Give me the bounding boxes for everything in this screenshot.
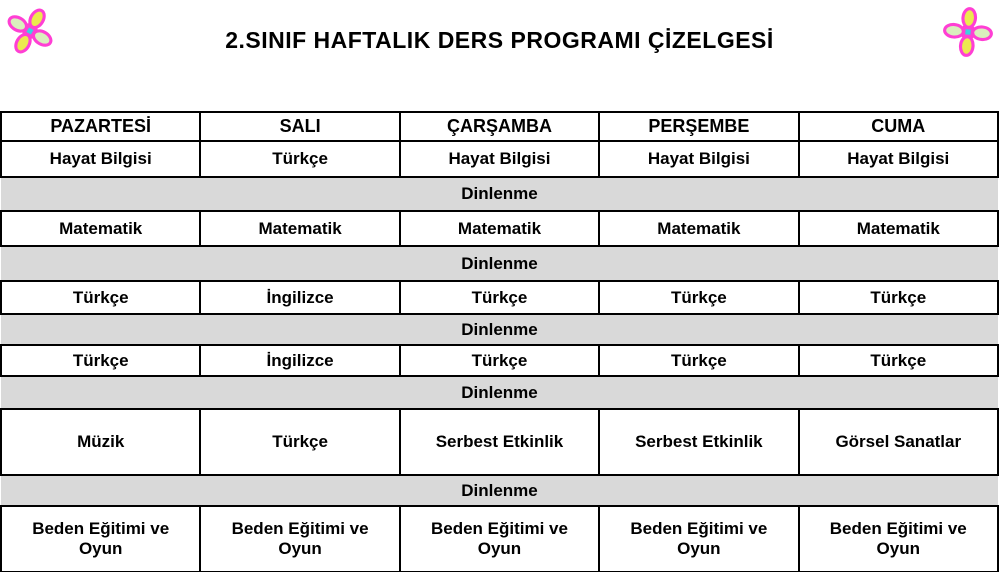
break-row — [1, 314, 998, 345]
lesson-cell: Matematik — [599, 211, 798, 246]
lesson-cell — [799, 506, 998, 572]
lesson-label: Beden Eğitimi ve Oyun — [630, 518, 768, 558]
day-header-sali: SALI — [200, 112, 399, 141]
schedule-table — [0, 111, 999, 572]
break-row — [1, 177, 998, 211]
lesson-cell: İngilizce — [200, 345, 399, 376]
lesson-label: Beden Eğitimi ve Oyun — [231, 518, 369, 558]
lesson-cell: Türkçe — [1, 281, 200, 314]
break-row — [1, 246, 998, 281]
lesson-cell — [599, 506, 798, 572]
lesson-cell: Türkçe — [799, 281, 998, 314]
table-row — [1, 141, 998, 177]
day-header-pazartesi: PAZARTESİ — [1, 112, 200, 141]
lesson-cell: Hayat Bilgisi — [1, 141, 200, 177]
table-row — [1, 345, 998, 376]
lesson-cell — [200, 506, 399, 572]
lesson-cell: Serbest Etkinlik — [400, 409, 599, 475]
lesson-cell: Türkçe — [1, 345, 200, 376]
lesson-cell: Türkçe — [200, 409, 399, 475]
break-cell: Dinlenme — [1, 475, 998, 506]
header-row — [1, 112, 998, 141]
lesson-label: Beden Eğitimi ve Oyun — [829, 518, 967, 558]
day-header-carsamba: ÇARŞAMBA — [400, 112, 599, 141]
table-row — [1, 211, 998, 246]
lesson-cell: Matematik — [799, 211, 998, 246]
lesson-cell — [400, 506, 599, 572]
lesson-cell: Türkçe — [400, 281, 599, 314]
break-cell: Dinlenme — [1, 314, 998, 345]
table-row — [1, 281, 998, 314]
lesson-cell: Müzik — [1, 409, 200, 475]
lesson-cell: Matematik — [200, 211, 399, 246]
lesson-cell: Görsel Sanatlar — [799, 409, 998, 475]
lesson-cell: Matematik — [1, 211, 200, 246]
lesson-cell: Türkçe — [599, 281, 798, 314]
lesson-cell: Türkçe — [799, 345, 998, 376]
day-header-cuma: CUMA — [799, 112, 998, 141]
break-row — [1, 376, 998, 409]
break-row — [1, 475, 998, 506]
lesson-label: Beden Eğitimi ve Oyun — [32, 518, 170, 558]
lesson-cell: Serbest Etkinlik — [599, 409, 798, 475]
lesson-cell: Hayat Bilgisi — [400, 141, 599, 177]
break-cell: Dinlenme — [1, 246, 998, 281]
table-row — [1, 409, 998, 475]
lesson-cell: İngilizce — [200, 281, 399, 314]
page-title: 2.SINIF HAFTALIK DERS PROGRAMI ÇİZELGESİ — [225, 27, 774, 53]
lesson-cell: Türkçe — [599, 345, 798, 376]
lesson-label: Beden Eğitimi ve Oyun — [430, 518, 568, 558]
break-cell: Dinlenme — [1, 177, 998, 211]
table-row — [1, 506, 998, 572]
lesson-cell — [1, 506, 200, 572]
break-cell: Dinlenme — [1, 376, 998, 409]
lesson-cell: Matematik — [400, 211, 599, 246]
lesson-cell: Türkçe — [200, 141, 399, 177]
lesson-cell: Hayat Bilgisi — [799, 141, 998, 177]
lesson-cell: Türkçe — [400, 345, 599, 376]
day-header-persembe: PERŞEMBE — [599, 112, 798, 141]
lesson-cell: Hayat Bilgisi — [599, 141, 798, 177]
